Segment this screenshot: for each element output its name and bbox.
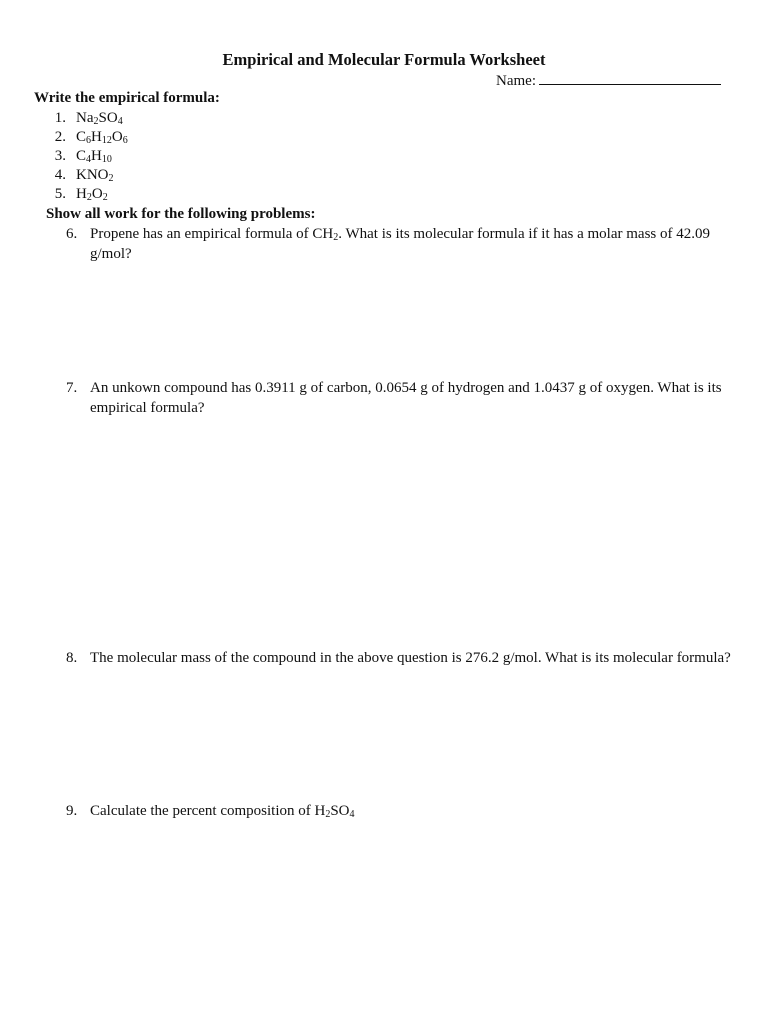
formula-text: O [111, 129, 123, 145]
formula-text: Na [76, 110, 94, 126]
formula-subscript: 6 [122, 135, 128, 146]
item-number: 2. [54, 129, 66, 145]
formula-text: H [91, 148, 102, 164]
problem-subscript: 4 [349, 809, 355, 820]
formula-subscript: 4 [86, 154, 92, 165]
formula-subscript: 2 [86, 192, 92, 203]
formula-subscript: 2 [93, 116, 99, 127]
problem-6 [66, 224, 746, 264]
item-number: 1. [54, 110, 66, 126]
empirical-item [42, 110, 123, 127]
problem-number: 6. [66, 226, 78, 242]
item-number: 4. [54, 167, 66, 183]
name-blank-line[interactable] [539, 71, 721, 85]
formula-subscript: 4 [117, 116, 123, 127]
problem-7 [66, 378, 746, 418]
problem-number: 8. [66, 650, 78, 666]
problem-text [90, 378, 746, 418]
formula-subscript: 2 [108, 173, 114, 184]
problem-9 [66, 801, 746, 821]
formula-subscript: 2 [102, 192, 108, 203]
problem-text: An unkown compound has 0.3911 g of carbon, 0.0654 g of hydrogen and 1.0437 g of oxygen. What is its empirical formula? [90, 380, 722, 416]
formula-subscript: 12 [101, 135, 112, 146]
problem-text: Propene has an empirical formula of CH [90, 226, 334, 242]
problem-text: Calculate the percent composition of H [90, 803, 326, 819]
problem-number: 9. [66, 803, 78, 819]
problem-text [90, 648, 746, 668]
chemical-formula [76, 148, 112, 164]
problem-text: SO [330, 803, 350, 819]
item-number: 3. [54, 148, 66, 164]
problem-text: . What is its molecular formula if it has a molar mass of 42.09 g/mol? [90, 226, 710, 262]
empirical-item [42, 167, 114, 184]
formula-text: O [91, 186, 103, 202]
problem-text [90, 224, 746, 264]
chemical-formula [76, 129, 128, 145]
formula-text: KNO [76, 167, 109, 183]
problem-subscript: 2 [325, 809, 331, 820]
worksheet-title: Empirical and Molecular Formula Worksheet [222, 50, 546, 69]
formula-text: C [76, 148, 87, 164]
formula-text: SO [98, 110, 118, 126]
problem-number: 7. [66, 380, 78, 396]
empirical-item [42, 186, 108, 203]
empirical-item [42, 129, 128, 146]
section-empirical-heading: Write the empirical formula: [34, 90, 220, 106]
name-label: Name: [496, 73, 536, 89]
name-field[interactable] [496, 71, 721, 90]
formula-text: H [76, 186, 87, 202]
empirical-item [42, 148, 112, 165]
problem-subscript: 2 [333, 232, 339, 243]
section-work-heading: Show all work for the following problems: [46, 206, 316, 222]
formula-text: H [91, 129, 102, 145]
problem-text [90, 801, 746, 821]
chemical-formula [76, 167, 114, 183]
chemical-formula [76, 110, 123, 126]
chemical-formula [76, 186, 108, 202]
formula-subscript: 10 [101, 154, 112, 165]
problem-text: The molecular mass of the compound in the above question is 276.2 g/mol. What is its molecular formula? [90, 650, 731, 666]
item-number: 5. [54, 186, 66, 202]
formula-text: C [76, 129, 87, 145]
formula-subscript: 6 [86, 135, 92, 146]
problem-8 [66, 648, 746, 668]
